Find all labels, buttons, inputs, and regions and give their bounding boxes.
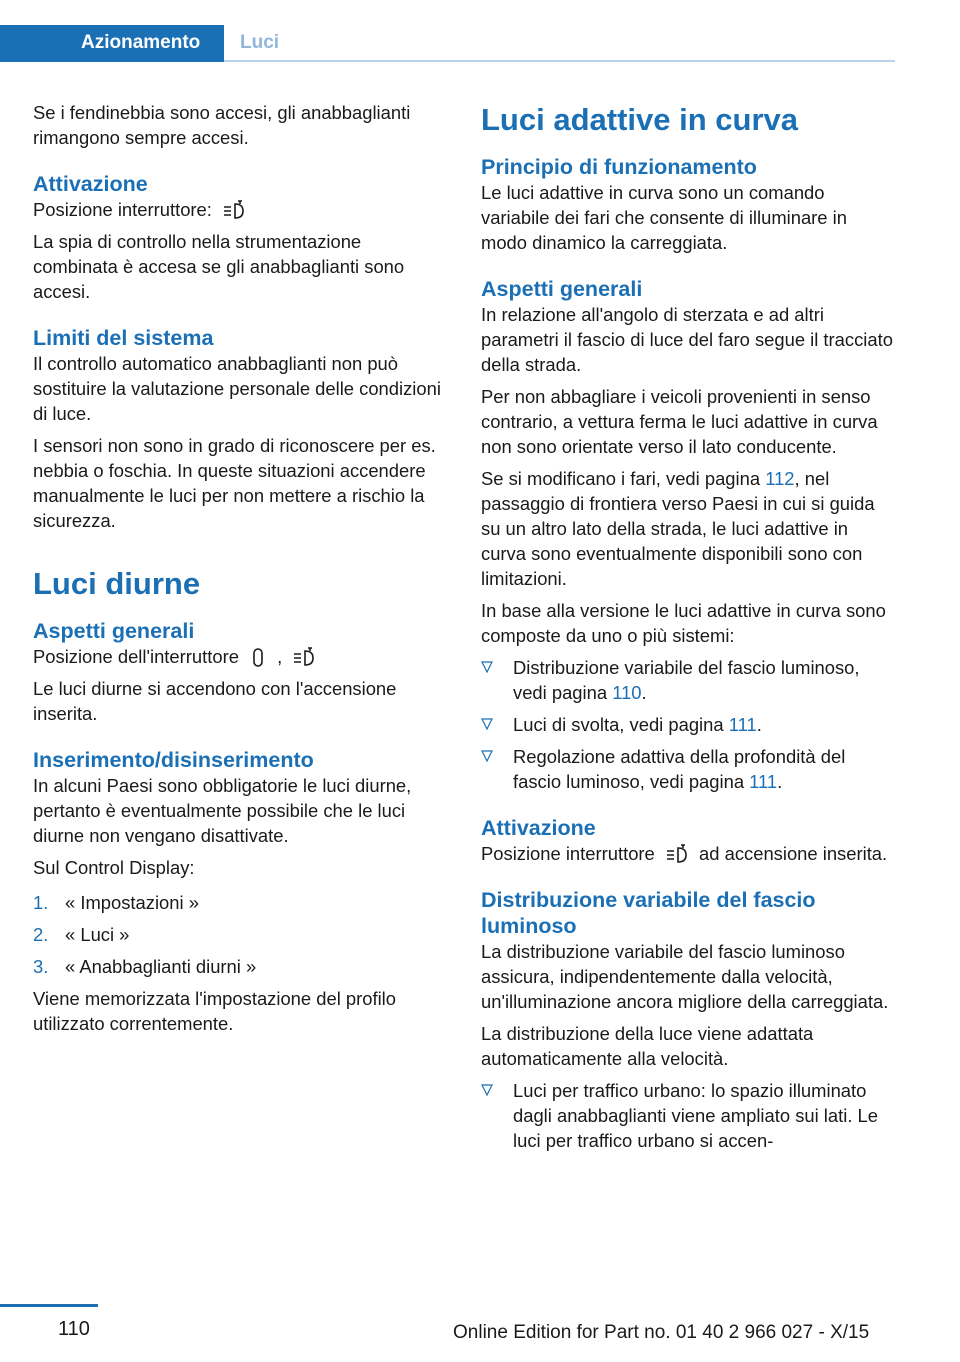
daytime-switch-line: Posizione dell'interruttore ,: [33, 644, 445, 669]
principle-heading: Principio di funzionamento: [481, 155, 757, 179]
steps-list: [33, 890, 445, 979]
activation-text: La spia di controllo nella strumentazione combinata è accesa se gli anabbaglianti sono accesi.: [33, 231, 405, 303]
right-column: [481, 100, 893, 1160]
adaptive-general-heading: Aspetti generali: [481, 277, 643, 301]
variable-text-2: La distribuzione della luce viene adattata automaticamente alla velocità.: [481, 1023, 814, 1070]
limits-heading: Limiti del sistema: [33, 326, 214, 351]
section-label: Azionamento: [81, 32, 201, 53]
profile-text: Viene memorizzata l'impostazione del profilo utilizzato correntemente.: [33, 988, 396, 1035]
page-header: [0, 0, 895, 62]
tab-azionamento: [0, 25, 224, 62]
page-link-112[interactable]: 112: [765, 468, 795, 489]
auto-headlight-icon: [664, 844, 690, 866]
principle-text: Le luci adattive in curva sono un comando variabile dei fari che consente di illuminare in modo dinamico la carreggiata.: [481, 182, 847, 253]
bullet-triangle-icon: [481, 1084, 493, 1096]
general-text-4: In base alla versione le luci adattive in curva sono composte da uno o più sistemi:: [481, 600, 886, 646]
adaptive-activation-text: Posizione interruttore ad accensione inserita.: [481, 841, 893, 866]
variable-text-1: La distribuzione variabile del fascio luminoso assicura, indipendentemente dalla velocità, un'illuminazione ancora migliore della carreggiata.: [481, 941, 889, 1013]
activation-switch-line: Posizione interruttore:: [33, 197, 445, 222]
page-link-111[interactable]: 111: [728, 714, 757, 735]
page-link-110[interactable]: 110: [612, 682, 642, 703]
list-item: Luci di svolta, vedi pagina 111.: [481, 712, 893, 737]
intro-text: Se i fendinebbia sono accesi, gli anabbaglianti rimangono sempre accesi.: [33, 102, 411, 148]
systems-list: [481, 655, 893, 794]
bullet-triangle-icon: [481, 750, 493, 762]
general-text-3: Se si modificano i fari, vedi pagina 112, nel passaggio di frontiera verso Paesi in cui si guida su un altro lato della strada, le luci adattive in curva sono eventualmente disponibili sono con limitazioni.: [481, 468, 875, 589]
list-item: 3. « Anabbaglianti diurni »: [33, 956, 257, 978]
adaptive-activation-heading: Attivazione: [481, 816, 596, 840]
list-item: Regolazione adattiva della profondità del fascio luminoso, vedi pagina 111.: [481, 744, 893, 794]
auto-headlight-icon: [221, 200, 247, 222]
activation-heading: Attivazione: [33, 172, 148, 196]
limits-text-1: Il controllo automatico anabbaglianti non può sostituire la valutazione personale delle condizioni di luce.: [33, 353, 441, 425]
variable-heading: Distribuzione variabile del fascio luminoso: [481, 888, 816, 939]
variable-list: [481, 1078, 893, 1153]
bullet-triangle-icon: [481, 661, 493, 673]
tab-luci: Luci: [240, 32, 280, 53]
daytime-title: Luci diurne: [33, 566, 201, 602]
header-divider: [224, 60, 895, 62]
auto-headlight-icon: [291, 647, 317, 669]
switch-off-icon: [248, 647, 268, 669]
page-number: 110: [58, 1318, 90, 1340]
page-link-111[interactable]: 111: [749, 771, 778, 792]
list-item: Distribuzione variabile del fascio luminoso, vedi pagina 110.: [481, 655, 893, 705]
list-item: 2. « Luci »: [33, 924, 130, 946]
left-column: [33, 100, 445, 1043]
adaptive-title: Luci adattive in curva: [481, 102, 798, 137]
bullet-triangle-icon: [481, 718, 493, 730]
onoff-text: In alcuni Paesi sono obbligatorie le luci diurne, pertanto è eventualmente possibile che le luci diurne non vengano disattivate.: [33, 775, 412, 847]
edition-text: Online Edition for Part no. 01 40 2 966 027 - X/15: [453, 1322, 870, 1343]
display-label: Sul Control Display:: [33, 857, 195, 879]
limits-text-2: I sensori non sono in grado di riconoscere per es. nebbia o foschia. In queste situazioni accendere manualmente le luci per non mettere a rischio la sicurezza.: [33, 435, 436, 532]
general-text-1: In relazione all'angolo di sterzata e ad altri parametri il fascio di luce del faro segue il tracciato della strada.: [481, 304, 893, 375]
daytime-general-text: Le luci diurne si accendono con l'accensione inserita.: [33, 678, 397, 725]
general-text-2: Per non abbagliare i veicoli provenienti in senso contrario, a vettura ferma le luci adattive in curva non sono orientate verso il lato conducente.: [481, 386, 878, 457]
list-item: 1. « Impostazioni »: [33, 892, 199, 914]
footer-divider: [0, 1304, 98, 1307]
list-item: Luci per traffico urbano: lo spazio illuminato dagli anabbaglianti viene ampliato sui lati. Le luci per traffico urbano si accen-: [481, 1078, 893, 1153]
onoff-heading: Inserimento/disinserimento: [33, 748, 314, 773]
daytime-general-heading: Aspetti generali: [33, 619, 195, 644]
